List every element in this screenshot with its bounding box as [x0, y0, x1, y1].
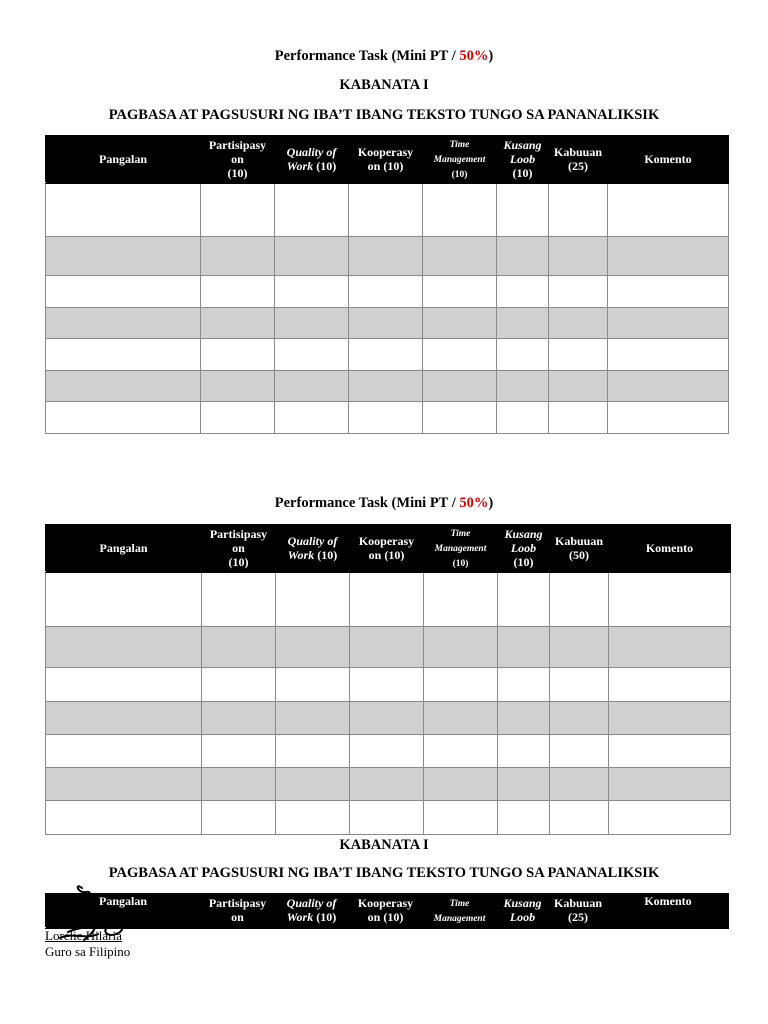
table-row: [46, 402, 729, 434]
table-row: [46, 308, 729, 339]
table-row: [46, 237, 729, 276]
col-pangalan: Pangalan: [46, 136, 201, 183]
col-kooperasyon: Kooperasy on (10): [350, 525, 424, 572]
col-kusang-loob: Kusang Loob (10): [497, 136, 549, 183]
table-row: [46, 702, 731, 735]
col-kooperasyon: Kooperasy on (10): [349, 136, 423, 183]
col-time-management: Time Management (10): [424, 525, 498, 572]
col-pangalan: Pangalan: [46, 525, 202, 572]
performance-task-title-2: [0, 494, 768, 512]
col-quality-of-work: Quality of Work (10): [276, 525, 350, 572]
col-time-management: Time Management: [423, 894, 497, 928]
heading-1: PAGBASA AT PAGSUSURI NG IBA’T IBANG TEKSTO TUNGO SA PANANALIKSIK: [108, 107, 660, 123]
table-row: [46, 371, 729, 402]
grading-table-1: [45, 135, 729, 434]
col-pangalan: Pangalan: [46, 894, 201, 928]
header-row: [46, 136, 729, 183]
col-komento: Komento: [608, 136, 729, 183]
col-time-management: Time Management (10): [423, 136, 497, 183]
table-row: [46, 668, 731, 702]
table-row: [46, 183, 729, 237]
col-kooperasyon: Kooperasy on (10): [349, 894, 423, 928]
title-prefix: Performance Task (Mini PT /: [274, 48, 460, 64]
grading-table-3: [45, 893, 729, 929]
heading-2: PAGBASA AT PAGSUSURI NG IBA’T IBANG TEKSTO TUNGO SA PANANALIKSIK: [108, 865, 660, 881]
col-partisipasyon: Partisipasy on (10): [201, 136, 275, 183]
table-row: [46, 276, 729, 308]
table-row: [46, 801, 731, 835]
handwritten-signature: [50, 880, 140, 950]
col-partisipasyon: Partisipasy on: [201, 894, 275, 928]
title-prefix: Performance Task (Mini PT /: [274, 495, 460, 511]
grading-table-2: [45, 524, 731, 835]
title-suffix: ): [488, 48, 494, 64]
title-suffix: ): [488, 495, 494, 511]
table-row: [46, 735, 731, 768]
title-percent: 50%: [459, 48, 489, 64]
col-quality-of-work: Quality of Work (10): [275, 894, 349, 928]
col-kabuuan: Kabuuan (25): [549, 136, 608, 183]
performance-task-title-1: [0, 47, 768, 65]
col-partisipasyon: Partisipasy on (10): [202, 525, 276, 572]
table-row: [46, 339, 729, 371]
col-kusang-loob: Kusang Loob: [497, 894, 549, 928]
header-row: [46, 525, 731, 572]
table-row: [46, 768, 731, 801]
col-kusang-loob: Kusang Loob (10): [498, 525, 550, 572]
table-row: [46, 572, 731, 627]
signatory-name: Lorelie Hilaria: [45, 928, 122, 943]
chapter-title-1: KABANATA I: [339, 77, 429, 93]
chapter-title-2: KABANATA I: [339, 837, 429, 853]
col-komento: Komento: [609, 525, 731, 572]
title-percent: 50%: [459, 495, 489, 511]
col-komento: Komento: [608, 894, 729, 928]
signatory-role: Guro sa Filipino: [45, 944, 131, 959]
header-row: [46, 894, 729, 928]
col-quality-of-work: Quality of Work (10): [275, 136, 349, 183]
col-kabuuan: Kabuuan (25): [549, 894, 608, 928]
col-kabuuan: Kabuuan (50): [550, 525, 609, 572]
table-row: [46, 627, 731, 668]
